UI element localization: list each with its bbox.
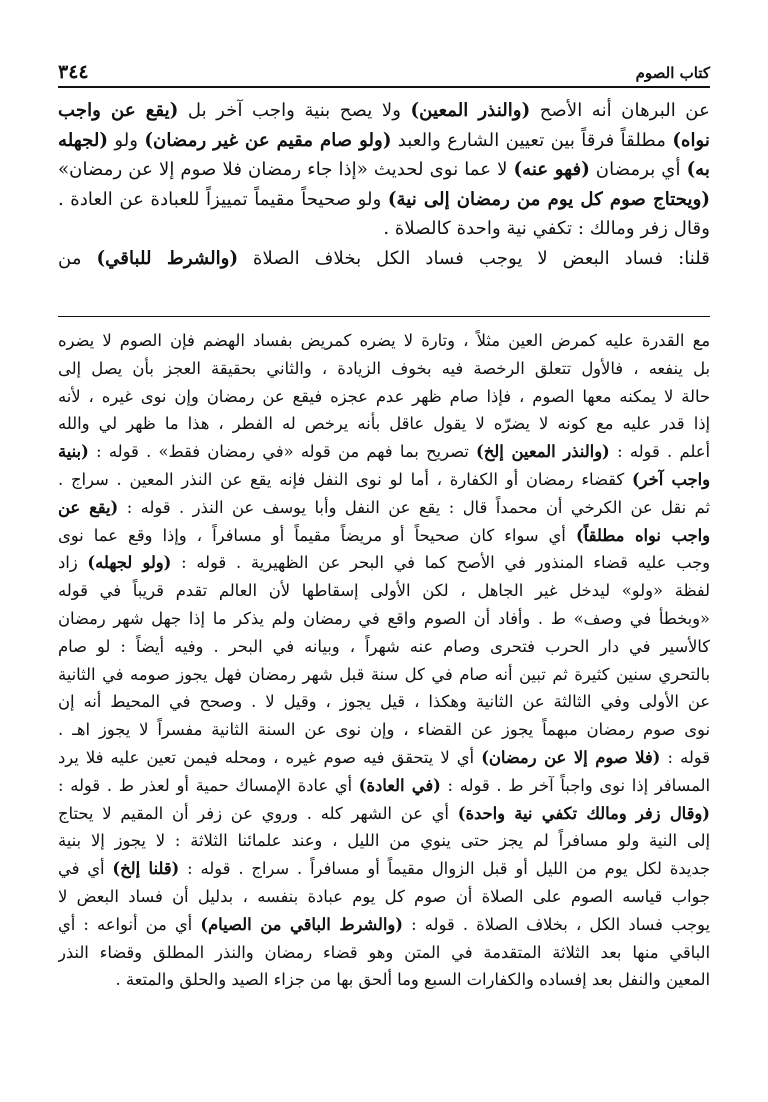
text-segment: أي من أنواعه : أي [58,914,201,934]
text-segment: عن الأولى وفي الثالثة عن الثانية وهكذا ، قيل يجوز ، وقيل لا . وصحح في المحيط أنه إن [58,692,710,712]
text-segment: ولا يصح بنية واجب آخر بل [178,100,411,121]
commentary-line [58,494,710,522]
text-segment: كقضاء رمضان أو الكفارة ، أما لو نوى النفل فإنه يقع عن النذر المعين . سراج . [58,469,632,489]
text-segment: يوجب فساد الكل ، بخلاف الصلاة . قوله : [403,914,710,934]
text-segment: «وبخطأ في وصف» ط . وأفاد أن الصوم واقع في رمضان ولم يذكر ما إذا جهل شهر رمضان [58,608,710,628]
bold-text-segment: (وقال زفر ومالك تكفي نية واحدة) [457,803,710,823]
text-segment: ولو [108,129,145,151]
text-segment: المسافر إذا نوى واجباً آخر ط . قوله : [440,775,710,795]
text-segment: حالة لا يمكنه معها الصوم ، فإذا صام ظهر عدم عجزه فيقع عن رمضان وإن نوى غيره ، لأنه [58,386,710,406]
bold-text-segment: (والشرط الباقي من الصيام) [200,914,403,934]
text-segment: قلنا: فساد البعض لا يوجب فساد الكل بخلاف الصلاة [238,247,710,269]
main-text-line [58,96,710,126]
bold-text-segment: (قلنا إلخ) [112,859,180,879]
bold-text-segment: (يقع عن واجب [58,100,179,121]
text-segment: زاد [58,553,88,573]
commentary-line [58,355,710,383]
commentary-line [58,800,710,828]
text-segment: أي لا يتحقق فيه صوم غيره ، ومحله فيمن تعين عليه فلا يرد [58,747,482,767]
commentary-line [58,466,710,494]
bold-text-segment: (ولو صام مقيم عن غير رمضان) [144,129,392,151]
bold-text-segment: (بنية [58,442,89,462]
commentary-line [58,327,710,355]
bold-text-segment: (والنذر المعين) [410,100,531,121]
main-text [58,96,710,273]
commentary-text [58,327,710,994]
text-segment: وجب عليه قضاء المنذور في الأصح كما في البحر عن الظهيرية . قوله : [171,553,710,573]
main-text-line [58,244,710,274]
text-segment: عن البرهان أنه الأصح [530,100,710,121]
text-segment: من [58,247,97,269]
text-segment: جواب قياسه الصوم على الصلاة أن صوم كل يوم عبادة بنفسه ، بدليل أن فساد البعض لا [58,886,710,906]
commentary-line [58,855,710,883]
commentary-line [58,911,710,939]
text-segment: أي عادة الإمساك حمية أو لعذر ط . قوله : [58,775,359,795]
text-segment: ولو صحيحاً مقيماً تمييزاً للعبادة عن العادة . [58,188,388,210]
bold-text-segment: به) [686,159,710,180]
text-segment: بالتحري سنين كثيرة ثم تبين أنه صام في كل سنة قبل شهر رمضان فهل يجوز صومه في الثانية [58,664,710,684]
text-segment: المعين والنفل بعد إفساده والكفارات السبع وما ألحق بها من جزاء الصيد والحلق والمتعة . [115,970,710,990]
main-text-line [58,214,710,244]
commentary-line [58,549,710,577]
text-segment: أي سواء كان صحيحاً أو مريضاً مقيماً أو مسافراً ، وإذا وقع عما نوى [58,525,576,545]
text-segment: أعلم . قوله : [609,442,710,462]
footnote-separator [58,316,710,317]
commentary-line [58,383,710,411]
main-text-line [58,185,710,215]
commentary-line [58,633,710,661]
bold-text-segment: (والشرط للباقي) [96,247,239,269]
commentary-line [58,716,710,744]
commentary-line [58,661,710,689]
commentary-line [58,688,710,716]
bold-text-segment: (لجهله [58,129,109,151]
main-text-line [58,126,710,156]
text-segment: جديدة لكل يوم من الليل أو قبل الزوال مقيماً أو مسافراً . سراج . قوله : [179,859,710,879]
text-segment: مطلقاً فرقاً بين تعيين الشارع والعبد [391,129,673,151]
text-segment: وقال زفر ومالك : تكفي نية واحدة كالصلاة . [383,218,710,239]
text-segment: قوله : [660,747,710,767]
bold-text-segment: (والنذر المعين إلخ) [476,442,610,462]
commentary-line [58,772,710,800]
bold-text-segment: واجب آخر) [631,469,710,489]
text-segment: أي عن الشهر كله . وروي عن زفر أن المقيم لا يحتاج [58,803,458,823]
main-text-line [58,155,710,185]
text-segment: لا عما نوى لحديث «إذا جاء رمضان فلا صوم إلا عن رمضان» [58,159,514,180]
commentary-line [58,827,710,855]
page-header [58,58,710,88]
text-segment: ثم نقل عن الكرخي أن محمداً قال : يقع عن النفل وأبا يوسف عن النذر . قوله : [118,497,710,517]
text-segment: تصريح بما فهم من قوله «في رمضان فقط» . قوله : [88,442,477,462]
bold-text-segment: واجب نواه مطلقاً) [575,525,710,545]
page-number: ٣٤٤ [58,61,89,83]
commentary-line [58,939,710,967]
bold-text-segment: (ويحتاج صوم كل يوم من رمضان إلى نية) [387,188,710,210]
bold-text-segment: (في العادة) [358,775,441,795]
commentary-line [58,966,710,994]
text-segment: أي في [58,859,113,879]
bold-text-segment: (يقع عن [58,497,119,517]
text-segment: أي برمضان [589,159,687,180]
commentary-line [58,605,710,633]
bold-text-segment: نواه) [672,129,710,151]
text-segment: إلى النية ولو مسافراً لم يجز حتى ينوي من الليل ، وعند علمائنا الثلاثة : لا يجوز إلا بنية [58,831,710,851]
text-segment: الباقي منها بعد الثلاثة المتقدمة في المتن وهو قضاء رمضان والنذر المطلق وقضاء النذر [58,942,710,962]
bold-text-segment: (فلا صوم إلا عن رمضان) [481,747,661,767]
commentary-line [58,438,710,466]
book-title: كتاب الصوم [635,64,710,82]
text-segment: كالأسير في دار الحرب فتحرى وصام عنه شهراً ، وبيانه في البحر . وفيه أيضاً : لو صام [58,636,710,656]
bold-text-segment: (ولو لجهله) [87,553,172,573]
text-segment: نوى صوم رمضان مبهماً يجوز عن القضاء ، وإن نوى عن السنة الثانية مفسراً لا يجوز اهـ . [58,720,710,740]
bold-text-segment: (فهو عنه) [513,159,590,180]
text-segment: إذا قدر عليه مع كونه لا يضرّه لا يقول عاقل بأنه يرخص له الفطر ، هذا ما ظهر لي والله [58,414,710,434]
text-segment: مع القدرة عليه كمرض العين مثلاً ، وتارة لا يضره كمريض بفساد الهضم فإن الصوم لا يضره [58,331,710,350]
commentary-line [58,522,710,550]
commentary-line [58,883,710,911]
text-segment: لفظة «ولو» ليدخل غير الجاهل ، لكن الأولى إسقاطها لأن العالم تقدم قريباً في قوله [58,581,710,601]
commentary-line [58,577,710,605]
commentary-line [58,744,710,772]
commentary-line [58,410,710,438]
text-segment: بل ينفعه ، فالأول تتعلق الرخصة فيه بخوف الزيادة ، والثاني بحقيقة العجز بأن يصل إلى [58,358,710,378]
